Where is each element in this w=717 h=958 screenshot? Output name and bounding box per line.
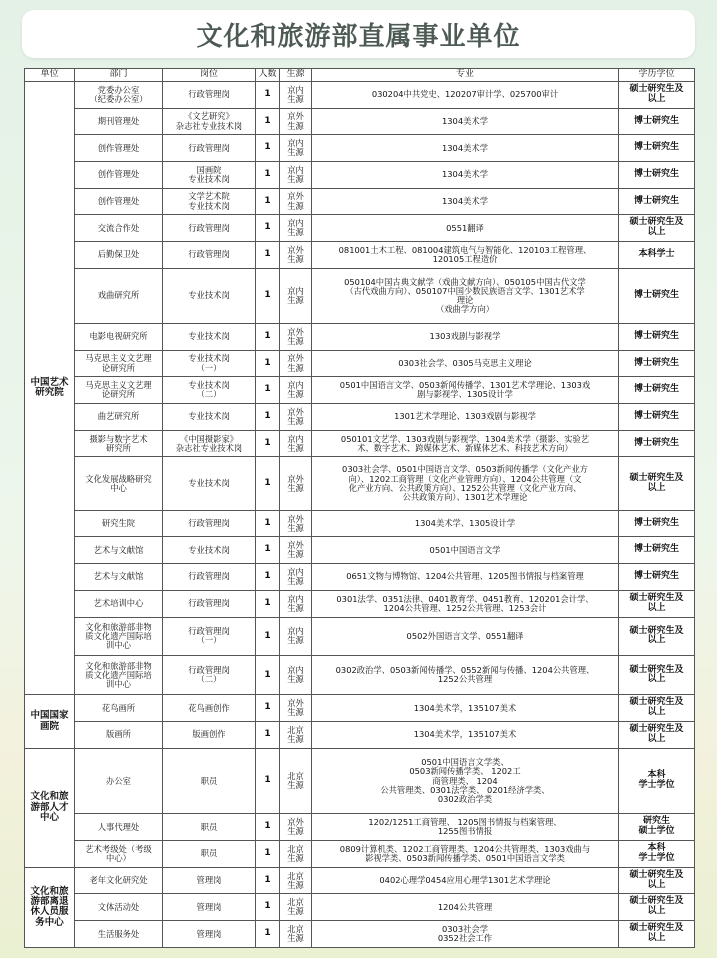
header-count: 人数 bbox=[256, 69, 280, 82]
post-cell: 职员 bbox=[163, 748, 256, 814]
major-cell: 0502外国语言文学、0551翻译 bbox=[312, 617, 619, 656]
table-row bbox=[25, 108, 695, 135]
major-cell: 1303戏剧与影视学 bbox=[312, 324, 619, 351]
post-cell: 版画创作 bbox=[163, 722, 256, 749]
post-cell: 管理岗 bbox=[163, 867, 256, 894]
degree-cell: 博士研究生 bbox=[619, 108, 695, 135]
source-cell: 京外 生源 bbox=[280, 350, 312, 377]
source-cell: 京外 生源 bbox=[280, 537, 312, 564]
degree-cell: 博士研究生 bbox=[619, 404, 695, 431]
count-cell: 1 bbox=[256, 894, 280, 921]
major-cell: 030204中共党史、120207审计学、025700审计 bbox=[312, 82, 619, 109]
source-cell: 京内 生源 bbox=[280, 617, 312, 656]
page-title: 文化和旅游部直属事业单位 bbox=[196, 21, 521, 52]
major-cell: 081001土木工程、081004建筑电气与智能化、120103工程管理、 120105工程造价 bbox=[312, 242, 619, 269]
count-cell: 1 bbox=[256, 814, 280, 841]
degree-cell: 本科 学士学位 bbox=[619, 841, 695, 868]
table-row bbox=[25, 537, 695, 564]
post-cell: 行政管理岗 bbox=[163, 590, 256, 617]
source-cell: 京外 生源 bbox=[280, 324, 312, 351]
source-cell: 京内 生源 bbox=[280, 564, 312, 591]
table-row bbox=[25, 268, 695, 323]
major-cell: 1304美术学、1305设计学 bbox=[312, 510, 619, 537]
count-cell: 1 bbox=[256, 324, 280, 351]
source-cell: 京外 生源 bbox=[280, 510, 312, 537]
post-cell: 管理岗 bbox=[163, 894, 256, 921]
dept-cell: 文体活动处 bbox=[75, 894, 163, 921]
header-major: 专业 bbox=[312, 69, 619, 82]
source-cell: 京外 生源 bbox=[280, 404, 312, 431]
dept-cell: 后勤保卫处 bbox=[75, 242, 163, 269]
table-row bbox=[25, 457, 695, 510]
count-cell: 1 bbox=[256, 268, 280, 323]
unit-cell: 中国国家 画院 bbox=[25, 695, 75, 748]
source-cell: 京内 生源 bbox=[280, 590, 312, 617]
post-cell: 行政管理岗 bbox=[163, 510, 256, 537]
count-cell: 1 bbox=[256, 722, 280, 749]
post-cell: 行政管理岗 bbox=[163, 242, 256, 269]
post-cell: 专业技术岗 bbox=[163, 268, 256, 323]
count-cell: 1 bbox=[256, 108, 280, 135]
post-cell: 行政管理岗 （一） bbox=[163, 617, 256, 656]
degree-cell: 硕士研究生及 以上 bbox=[619, 722, 695, 749]
dept-cell: 创作管理处 bbox=[75, 135, 163, 162]
header-source: 生源 bbox=[280, 69, 312, 82]
major-cell: 1304美术学 bbox=[312, 188, 619, 215]
count-cell: 1 bbox=[256, 457, 280, 510]
header-degree: 学历学位 bbox=[619, 69, 695, 82]
count-cell: 1 bbox=[256, 350, 280, 377]
post-cell: 专业技术岗 bbox=[163, 537, 256, 564]
header-unit: 单位 bbox=[25, 69, 75, 82]
table-row bbox=[25, 814, 695, 841]
degree-cell: 本科 学士学位 bbox=[619, 748, 695, 814]
source-cell: 京外 生源 bbox=[280, 814, 312, 841]
post-cell: 行政管理岗 bbox=[163, 564, 256, 591]
major-cell: 0302政治学、0503新闻传播学、0552新闻与传播、1204公共管理、 1252公共管理 bbox=[312, 656, 619, 695]
dept-cell: 文化和旅游部非物 质文化遗产国际培 训中心 bbox=[75, 617, 163, 656]
count-cell: 1 bbox=[256, 135, 280, 162]
degree-cell: 博士研究生 bbox=[619, 537, 695, 564]
table-row bbox=[25, 695, 695, 722]
count-cell: 1 bbox=[256, 430, 280, 457]
source-cell: 京内 生源 bbox=[280, 215, 312, 242]
post-cell: 行政管理岗 bbox=[163, 82, 256, 109]
degree-cell: 博士研究生 bbox=[619, 135, 695, 162]
major-cell: 1202/1251工商管理、 1205图书情报与档案管理、 1255图书情报 bbox=[312, 814, 619, 841]
source-cell: 京外 生源 bbox=[280, 695, 312, 722]
major-cell: 1304美术学 bbox=[312, 135, 619, 162]
source-cell: 京内 生源 bbox=[280, 82, 312, 109]
source-cell: 京内 生源 bbox=[280, 162, 312, 189]
degree-cell: 硕士研究生及 以上 bbox=[619, 867, 695, 894]
count-cell: 1 bbox=[256, 921, 280, 948]
degree-cell: 硕士研究生及 以上 bbox=[619, 656, 695, 695]
post-cell: 文学艺术院 专业技术岗 bbox=[163, 188, 256, 215]
table-header-row bbox=[25, 69, 695, 82]
table-row bbox=[25, 215, 695, 242]
major-cell: 0809计算机类、1202工商管理类、1204公共管理类、1303戏曲与 影视学类、0503新闻传播学类、0501中国语言文学类 bbox=[312, 841, 619, 868]
header-dept: 部门 bbox=[75, 69, 163, 82]
table-row bbox=[25, 867, 695, 894]
post-cell: 专业技术岗 （一） bbox=[163, 350, 256, 377]
post-cell: 专业技术岗 bbox=[163, 457, 256, 510]
table-row bbox=[25, 242, 695, 269]
post-cell: 职员 bbox=[163, 841, 256, 868]
degree-cell: 硕士研究生及 以上 bbox=[619, 215, 695, 242]
major-cell: 0303社会学、0305马克思主义理论 bbox=[312, 350, 619, 377]
table-row bbox=[25, 748, 695, 814]
dept-cell: 版画所 bbox=[75, 722, 163, 749]
post-cell: 行政管理岗 （二） bbox=[163, 656, 256, 695]
dept-cell: 文化发展战略研究 中心 bbox=[75, 457, 163, 510]
major-cell: 050104中国古典文献学（戏曲文献方向）、050105中国古代文学 （古代戏曲方向）、050107中国少数民族语言文学、1301艺术学 理论 （戏曲学方向） bbox=[312, 268, 619, 323]
table-row bbox=[25, 82, 695, 109]
count-cell: 1 bbox=[256, 590, 280, 617]
count-cell: 1 bbox=[256, 748, 280, 814]
post-cell: 《中国摄影家》 杂志社专业技术岗 bbox=[163, 430, 256, 457]
source-cell: 北京 生源 bbox=[280, 894, 312, 921]
dept-cell: 艺术考级处（考级 中心） bbox=[75, 841, 163, 868]
dept-cell: 创作管理处 bbox=[75, 162, 163, 189]
table-body bbox=[25, 82, 695, 948]
dept-cell: 老年文化研究处 bbox=[75, 867, 163, 894]
major-cell: 0301法学、0351法律、0401教育学、0451教育、120201会计学、 1204公共管理、1252公共管理、1253会计 bbox=[312, 590, 619, 617]
post-cell: 花鸟画创作 bbox=[163, 695, 256, 722]
count-cell: 1 bbox=[256, 841, 280, 868]
table-row bbox=[25, 894, 695, 921]
source-cell: 京内 生源 bbox=[280, 430, 312, 457]
major-cell: 0501中国语言文学类、 0503新闻传播学类、 1202工 商管理类、 1204 公共管理类、0301法学类、 0201经济学类、 0302政治学类 bbox=[312, 748, 619, 814]
degree-cell: 硕士研究生及 以上 bbox=[619, 457, 695, 510]
major-cell: 0651文物与博物馆、1204公共管理、1205图书情报与档案管理 bbox=[312, 564, 619, 591]
count-cell: 1 bbox=[256, 867, 280, 894]
dept-cell: 艺术培训中心 bbox=[75, 590, 163, 617]
table-row bbox=[25, 324, 695, 351]
count-cell: 1 bbox=[256, 537, 280, 564]
major-cell: 0303社会学、0501中国语言文学、0503新闻传播学（文化产业方 向）、1202工商管理（文化产业管理方向）、1204公共管理（文 化产业方向、公共政策方向）、1252公共管理（文化产业方向、 公共政策方向）、1301艺术学理论 bbox=[312, 457, 619, 510]
table-row bbox=[25, 617, 695, 656]
table-row bbox=[25, 350, 695, 377]
dept-cell: 创作管理处 bbox=[75, 188, 163, 215]
dept-cell: 花鸟画所 bbox=[75, 695, 163, 722]
table-row bbox=[25, 135, 695, 162]
table-row bbox=[25, 921, 695, 948]
header-post: 岗位 bbox=[163, 69, 256, 82]
degree-cell: 硕士研究生及 以上 bbox=[619, 695, 695, 722]
table-row bbox=[25, 377, 695, 404]
count-cell: 1 bbox=[256, 188, 280, 215]
degree-cell: 博士研究生 bbox=[619, 162, 695, 189]
post-cell: 国画院 专业技术岗 bbox=[163, 162, 256, 189]
major-cell: 0303社会学 0352社会工作 bbox=[312, 921, 619, 948]
major-cell: 0402心理学0454应用心理学1301艺术学理论 bbox=[312, 867, 619, 894]
source-cell: 北京 生源 bbox=[280, 867, 312, 894]
major-cell: 1301艺术学理论、1303戏剧与影视学 bbox=[312, 404, 619, 431]
post-cell: 专业技术岗 （二） bbox=[163, 377, 256, 404]
table-row bbox=[25, 656, 695, 695]
dept-cell: 艺术与文献馆 bbox=[75, 537, 163, 564]
major-cell: 050101文艺学、1303戏剧与影视学、1304美术学（摄影、实验艺 术、数字艺术、跨媒体艺术、新媒体艺术、科技艺术方向） bbox=[312, 430, 619, 457]
degree-cell: 硕士研究生及 以上 bbox=[619, 894, 695, 921]
degree-cell: 博士研究生 bbox=[619, 268, 695, 323]
source-cell: 北京 生源 bbox=[280, 921, 312, 948]
dept-cell: 生活服务处 bbox=[75, 921, 163, 948]
table-row bbox=[25, 564, 695, 591]
degree-cell: 博士研究生 bbox=[619, 510, 695, 537]
degree-cell: 硕士研究生及 以上 bbox=[619, 590, 695, 617]
major-cell: 1304美术学 bbox=[312, 162, 619, 189]
post-cell: 行政管理岗 bbox=[163, 135, 256, 162]
table-row bbox=[25, 841, 695, 868]
count-cell: 1 bbox=[256, 695, 280, 722]
major-cell: 1304美术学 bbox=[312, 108, 619, 135]
dept-cell: 期刊管理处 bbox=[75, 108, 163, 135]
degree-cell: 本科学士 bbox=[619, 242, 695, 269]
source-cell: 京内 生源 bbox=[280, 377, 312, 404]
degree-cell: 博士研究生 bbox=[619, 564, 695, 591]
source-cell: 京内 生源 bbox=[280, 135, 312, 162]
degree-cell: 硕士研究生及 以上 bbox=[619, 921, 695, 948]
post-cell: 专业技术岗 bbox=[163, 404, 256, 431]
table-row bbox=[25, 162, 695, 189]
post-cell: 行政管理岗 bbox=[163, 215, 256, 242]
title-bar bbox=[22, 10, 695, 58]
count-cell: 1 bbox=[256, 82, 280, 109]
major-cell: 0501中国语言文学 bbox=[312, 537, 619, 564]
major-cell: 1204公共管理 bbox=[312, 894, 619, 921]
degree-cell: 博士研究生 bbox=[619, 377, 695, 404]
dept-cell: 文化和旅游部非物 质文化遗产国际培 训中心 bbox=[75, 656, 163, 695]
degree-cell: 研究生 硕士学位 bbox=[619, 814, 695, 841]
count-cell: 1 bbox=[256, 215, 280, 242]
dept-cell: 交流合作处 bbox=[75, 215, 163, 242]
source-cell: 北京 生源 bbox=[280, 841, 312, 868]
dept-cell: 马克思主义文艺理 论研究所 bbox=[75, 377, 163, 404]
count-cell: 1 bbox=[256, 377, 280, 404]
major-cell: 0501中国语言文学、0503新闻传播学、1301艺术学理论、1303戏 剧与影视学、1305设计学 bbox=[312, 377, 619, 404]
source-cell: 京外 生源 bbox=[280, 108, 312, 135]
count-cell: 1 bbox=[256, 564, 280, 591]
count-cell: 1 bbox=[256, 404, 280, 431]
source-cell: 北京 生源 bbox=[280, 748, 312, 814]
recruitment-table-container bbox=[24, 68, 694, 948]
unit-cell: 中国艺术研究院 bbox=[25, 82, 75, 695]
major-cell: 1304美术学，135107美术 bbox=[312, 722, 619, 749]
unit-cell: 文化和旅 游部离退 休人员服 务中心 bbox=[25, 867, 75, 947]
dept-cell: 艺术与文献馆 bbox=[75, 564, 163, 591]
post-cell: 管理岗 bbox=[163, 921, 256, 948]
dept-cell: 电影电视研究所 bbox=[75, 324, 163, 351]
degree-cell: 硕士研究生及 以上 bbox=[619, 617, 695, 656]
source-cell: 京内 生源 bbox=[280, 656, 312, 695]
count-cell: 1 bbox=[256, 617, 280, 656]
post-cell: 专业技术岗 bbox=[163, 324, 256, 351]
recruitment-table bbox=[24, 68, 695, 948]
dept-cell: 马克思主义文艺理 论研究所 bbox=[75, 350, 163, 377]
table-row bbox=[25, 404, 695, 431]
table-row bbox=[25, 722, 695, 749]
count-cell: 1 bbox=[256, 510, 280, 537]
post-cell: 《文艺研究》 杂志社专业技术岗 bbox=[163, 108, 256, 135]
source-cell: 京内 生源 bbox=[280, 268, 312, 323]
post-cell: 职员 bbox=[163, 814, 256, 841]
unit-cell: 文化和旅 游部人才 中心 bbox=[25, 748, 75, 867]
source-cell: 京外 生源 bbox=[280, 242, 312, 269]
count-cell: 1 bbox=[256, 242, 280, 269]
table-row bbox=[25, 510, 695, 537]
degree-cell: 博士研究生 bbox=[619, 324, 695, 351]
dept-cell: 曲艺研究所 bbox=[75, 404, 163, 431]
table-row bbox=[25, 590, 695, 617]
dept-cell: 人事代理处 bbox=[75, 814, 163, 841]
source-cell: 京外 生源 bbox=[280, 188, 312, 215]
dept-cell: 摄影与数字艺术 研究所 bbox=[75, 430, 163, 457]
dept-cell: 戏曲研究所 bbox=[75, 268, 163, 323]
count-cell: 1 bbox=[256, 162, 280, 189]
degree-cell: 博士研究生 bbox=[619, 350, 695, 377]
dept-cell: 党委办公室 （纪委办公室） bbox=[75, 82, 163, 109]
major-cell: 1304美术学，135107美术 bbox=[312, 695, 619, 722]
table-row bbox=[25, 188, 695, 215]
major-cell: 0551翻译 bbox=[312, 215, 619, 242]
source-cell: 京外 生源 bbox=[280, 457, 312, 510]
source-cell: 北京 生源 bbox=[280, 722, 312, 749]
degree-cell: 博士研究生 bbox=[619, 188, 695, 215]
dept-cell: 研究生院 bbox=[75, 510, 163, 537]
degree-cell: 博士研究生 bbox=[619, 430, 695, 457]
dept-cell: 办公室 bbox=[75, 748, 163, 814]
table-row bbox=[25, 430, 695, 457]
count-cell: 1 bbox=[256, 656, 280, 695]
degree-cell: 硕士研究生及 以上 bbox=[619, 82, 695, 109]
